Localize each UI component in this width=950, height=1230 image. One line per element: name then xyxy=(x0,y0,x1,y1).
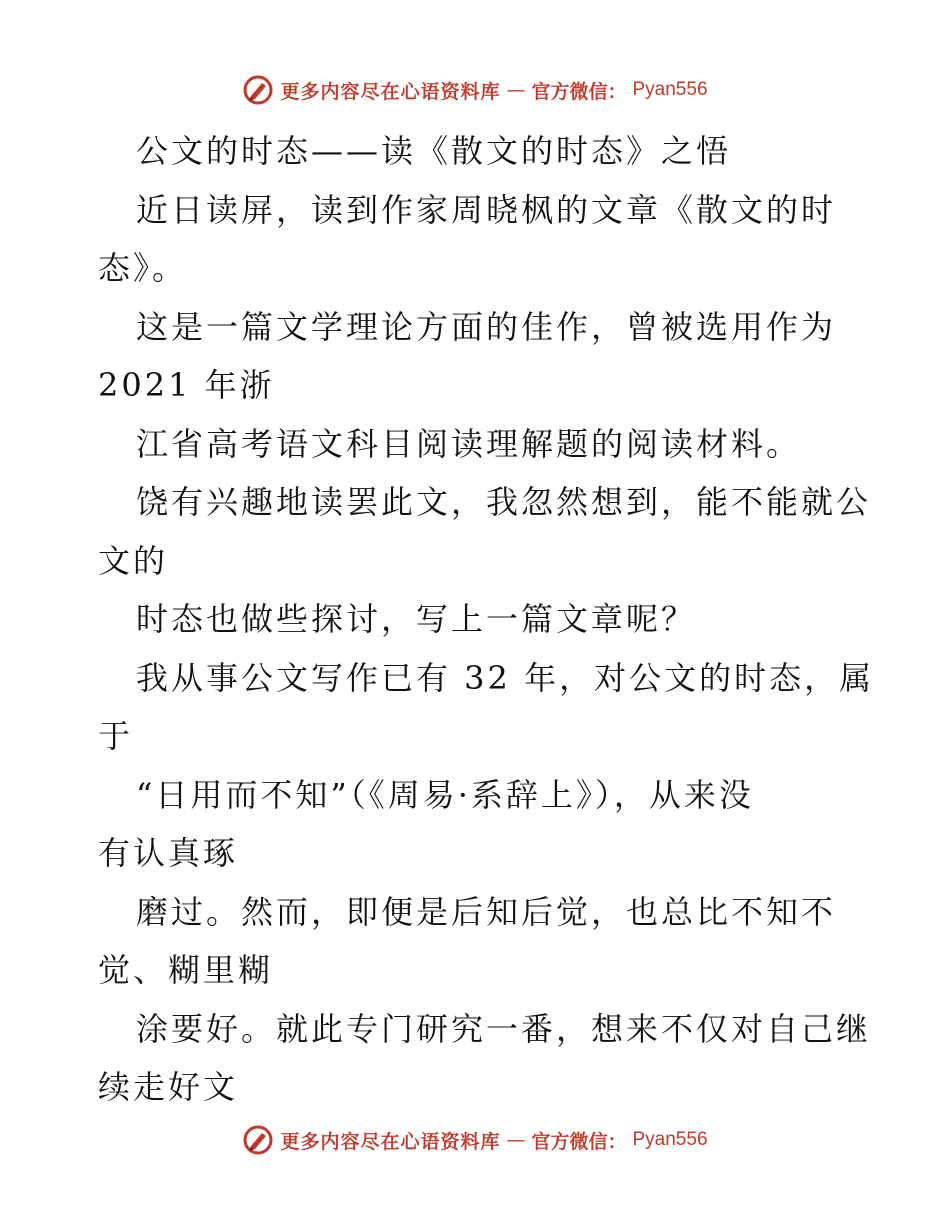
text-line: 这是一篇文学理论方面的佳作，曾被选用作为 xyxy=(136,307,837,346)
pen-logo-icon xyxy=(242,1124,274,1156)
text-line: 觉、糊里糊 xyxy=(98,951,274,989)
text-line: 文的 xyxy=(98,541,169,580)
watermark-label: 官方微信： xyxy=(531,80,627,103)
watermark-dash: — xyxy=(506,1129,526,1151)
text-line: 饶有兴趣地读罢此文，我忽然想到，能不能就公 xyxy=(136,483,872,521)
header-watermark xyxy=(0,70,950,110)
pen-logo-icon xyxy=(242,74,274,106)
text-line: 磨过。然而，即便是后知后觉，也总比不知不 xyxy=(136,892,837,931)
text-line: 有认真琢 xyxy=(98,834,239,872)
text-line: 续走好文 xyxy=(98,1068,239,1106)
watermark-id: Pyan556 xyxy=(632,1129,708,1150)
text-line: 涂要好。就此专门研究一番，想来不仅对自己继 xyxy=(136,1009,872,1048)
document-body xyxy=(98,122,875,1117)
text-line: 于 xyxy=(98,717,134,755)
text-line: 公文的时态——读《散文的时态》之悟 xyxy=(136,132,732,170)
text-line: 2021 年浙 xyxy=(98,366,275,404)
text-line: 时态也做些探讨，写上一篇文章呢？ xyxy=(136,600,697,638)
text-line: 近日读屏，读到作家周晓枫的文章《散文的时 xyxy=(136,190,837,229)
text-line: “日用而不知”（《周易·系辞上》），从来没 xyxy=(136,775,754,814)
text-line: 态》。 xyxy=(98,249,188,287)
watermark-label: 官方微信： xyxy=(531,1130,627,1153)
footer-watermark xyxy=(0,1120,950,1160)
watermark-dash: — xyxy=(506,79,526,101)
text-line: 我从事公文写作已有 32 年，对公文的时态，属 xyxy=(136,658,875,697)
watermark-id: Pyan556 xyxy=(632,79,708,100)
watermark-text: 更多内容尽在心语资料库 xyxy=(280,1130,501,1153)
text-line: 江省高考语文科目阅读理解题的阅读材料。 xyxy=(136,424,802,463)
watermark-text: 更多内容尽在心语资料库 xyxy=(280,80,501,103)
